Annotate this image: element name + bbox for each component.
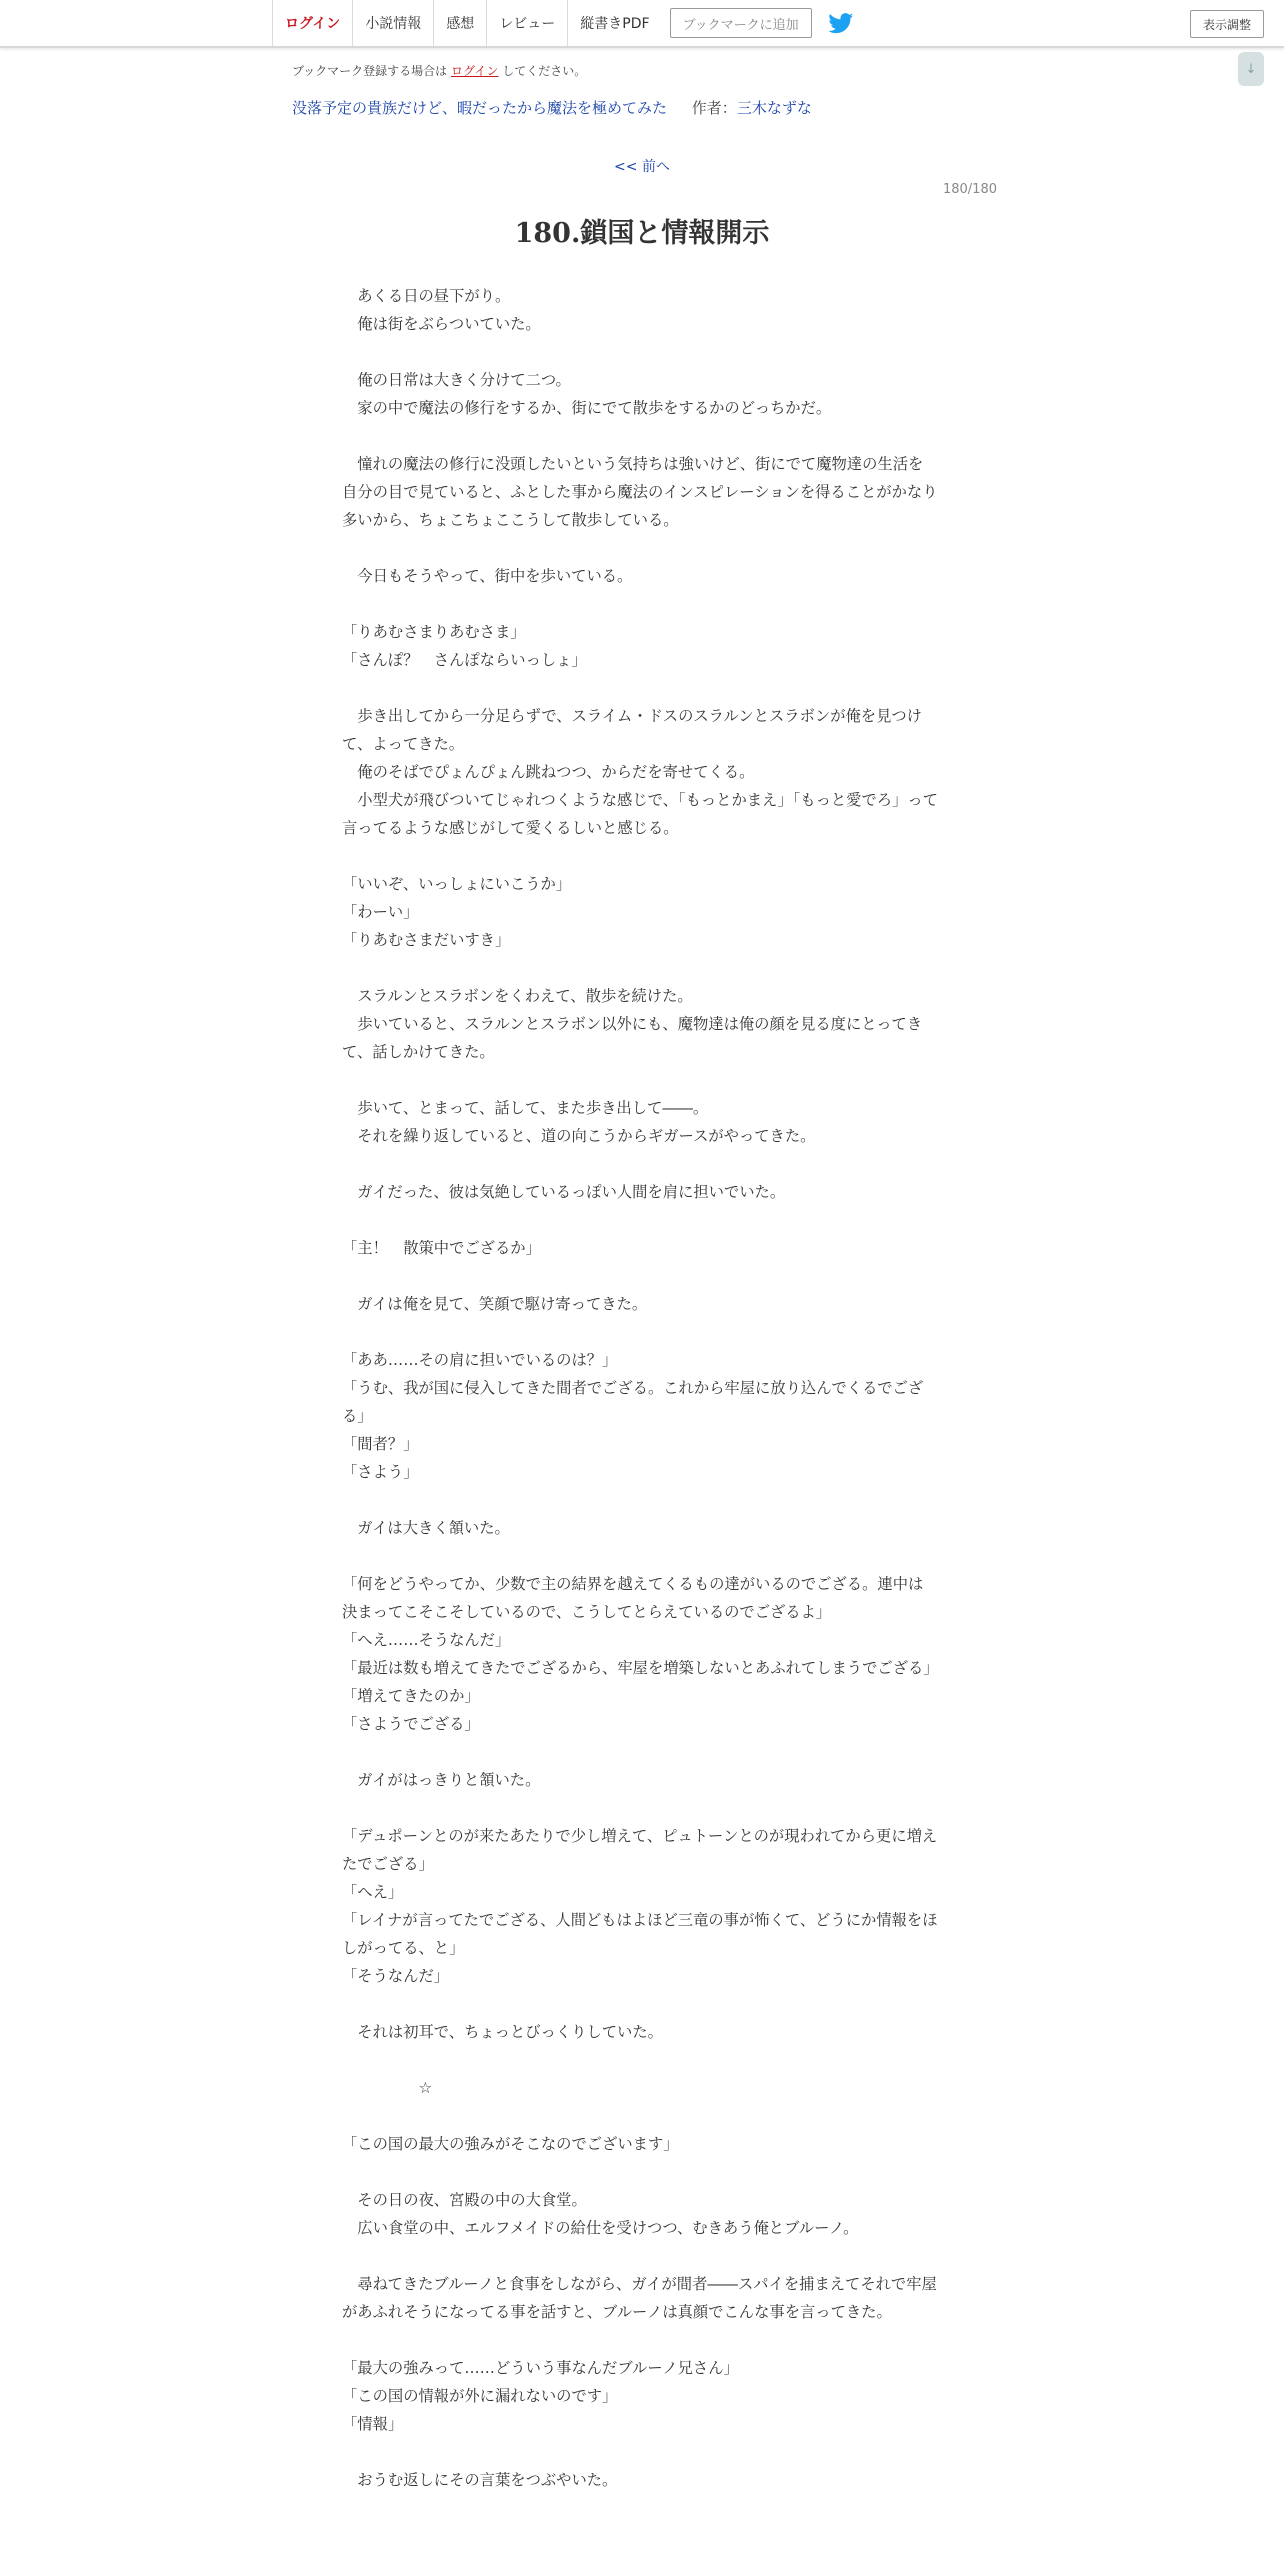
nav-review-link[interactable]: レビュー: [486, 0, 567, 46]
body-text-line: 「最近は数も増えてきたでござるから、牢屋を増築しないとあふれてしまうでござる」: [342, 1659, 939, 1677]
scroll-down-arrow-icon[interactable]: ↓: [1238, 52, 1264, 86]
body-blank-line: [342, 590, 938, 618]
body-blank-line: [342, 1794, 938, 1822]
body-text-line: 「増えてきたのか」: [342, 1687, 480, 1705]
body-text-line: 「わーい」: [342, 903, 419, 921]
body-blank-line: [342, 1066, 938, 1094]
body-blank-line: [342, 2046, 938, 2074]
author-label: 作者：: [691, 99, 737, 117]
body-text-line: 「この国の情報が外に漏れないのです」: [342, 2387, 618, 2405]
body-text-line: 「りあむさまりあむさま」: [342, 623, 526, 641]
body-text-line: 「へえ……そうなんだ」: [342, 1631, 511, 1649]
body-blank-line: [342, 1150, 938, 1178]
body-text-line: 俺のそばでぴょんぴょん跳ねつつ、からだを寄せてくる。: [342, 763, 755, 781]
body-text-line: 「何をどうやってか、少数で主の結界を越えてくるもの達がいるのでござる。連中は決まってこそこそしているので、こうしてとらえているのでござるよ」: [342, 1575, 924, 1621]
body-text-line: 「レイナが言ってたでござる、人間どもはよほど三竜の事が怖くて、どうにか情報をほしがってる、と」: [342, 1911, 938, 1957]
body-text-line: 憧れの魔法の修行に没頭したいという気持ちは強いけど、街にでて魔物達の生活を自分の目で見ていると、ふとした事から魔法のインスピレーションを得ることがかなり多いから、ちょこちょここうして散歩している。: [342, 455, 938, 529]
body-blank-line: [342, 534, 938, 562]
novel-title-line: [292, 97, 812, 118]
body-blank-line: [342, 1262, 938, 1290]
bookmark-notice-login-link[interactable]: ログイン: [451, 64, 499, 78]
bookmark-login-notice: [292, 62, 586, 79]
novel-title-link[interactable]: 没落予定の貴族だけど、暇だったから魔法を極めてみた: [292, 99, 668, 117]
body-text-line: 「へえ」: [342, 1883, 404, 1901]
body-text-line: 「りあむさまだいすき」: [342, 931, 511, 949]
nav-login-link[interactable]: ログイン: [272, 0, 352, 46]
nav-list: [272, 0, 854, 46]
body-text-line: 「最大の強みって……どういう事なんだブルーノ兄さん」: [342, 2359, 739, 2377]
body-text-line: ☆: [342, 2079, 433, 2097]
body-text-line: ガイだった、彼は気絶しているっぽい人間を肩に担いでいた。: [342, 1183, 786, 1201]
body-text-line: 尋ねてきたブルーノと食事をしながら、ガイが間者――スパイを捕まえてそれで牢屋があふれそうになってる事を話すと、ブルーノは真顔でこんな事を言ってきた。: [342, 2275, 937, 2321]
body-text-line: 「主！ 散策中でござるか」: [342, 1239, 541, 1257]
body-blank-line: [342, 2158, 938, 2186]
body-text-line: その日の夜、宮殿の中の大食堂。: [342, 2191, 587, 2209]
body-text-line: 「この国の最大の強みがそこなのでございます」: [342, 2135, 679, 2153]
body-text-line: 「うむ、我が国に侵入してきた間者でござる。これから牢屋に放り込んでくるでござる」: [342, 1379, 924, 1425]
body-text-line: ガイがはっきりと頷いた。: [342, 1771, 541, 1789]
top-nav-bar: [0, 0, 1284, 48]
body-text-line: おうむ返しにその言葉をつぶやいた。: [342, 2471, 618, 2489]
chapter-page-count: 180/180: [942, 182, 997, 197]
body-text-line: 「デュポーンとのが来たあたりで少し増えて、ピュトーンとのが現われてから更に増えたでござる」: [342, 1827, 938, 1873]
body-text-line: 「いいぞ、いっしょにいこうか」: [342, 875, 572, 893]
body-blank-line: [342, 954, 938, 982]
body-blank-line: [342, 842, 938, 870]
body-blank-line: [342, 1738, 938, 1766]
author-name-link[interactable]: 三木なずな: [736, 99, 812, 117]
body-text-line: ガイは俺を見て、笑顔で駆け寄ってきた。: [342, 1295, 648, 1313]
body-text-line: それは初耳で、ちょっとびっくりしていた。: [342, 2023, 663, 2041]
body-blank-line: [342, 422, 938, 450]
nav-novel-info-link[interactable]: 小説情報: [352, 0, 433, 46]
body-blank-line: [342, 1318, 938, 1346]
body-blank-line: [342, 674, 938, 702]
body-text-line: それを繰り返していると、道の向こうからギガースがやってきた。: [342, 1127, 816, 1145]
body-text-line: 広い食堂の中、エルフメイドの給仕を受けつつ、むきあう俺とブルーノ。: [342, 2219, 859, 2237]
chapter-title: 180.鎖国と情報開示: [514, 218, 770, 249]
body-blank-line: [342, 1542, 938, 1570]
body-text-line: あくる日の昼下がり。: [342, 287, 511, 305]
body-text-line: 小型犬が飛びついてじゃれつくような感じで、「もっとかまえ」「もっと愛でろ」って言ってるような感じがして愛くるしいと感じる。: [342, 791, 938, 837]
bookmark-notice-suffix: してください。: [502, 64, 587, 78]
body-text-line: 歩いて、とまって、話して、また歩き出して――。: [342, 1099, 709, 1117]
body-text-line: ガイは大きく頷いた。: [342, 1519, 510, 1537]
display-adjust-button[interactable]: 表示調整: [1190, 10, 1264, 38]
body-blank-line: [342, 1206, 938, 1234]
body-text-line: 俺の日常は大きく分けて二つ。: [342, 371, 571, 389]
body-text-line: スラルンとスラボンをくわえて、散歩を続けた。: [342, 987, 693, 1005]
body-text-line: 「情報」: [342, 2415, 404, 2433]
bookmark-notice-prefix: ブックマーク登録する場合は: [292, 64, 448, 78]
body-blank-line: [342, 2438, 938, 2466]
body-blank-line: [342, 1486, 938, 1514]
body-text-line: 歩いていると、スラルンとスラボン以外にも、魔物達は俺の顔を見る度にとってきて、話しかけてきた。: [342, 1015, 923, 1061]
body-blank-line: [342, 2326, 938, 2354]
nav-impressions-link[interactable]: 感想: [433, 0, 486, 46]
body-text-line: 今日もそうやって、街中を歩いている。: [342, 567, 633, 585]
add-bookmark-button[interactable]: ブックマークに追加: [670, 8, 812, 38]
body-text-line: 「そうなんだ」: [342, 1967, 450, 1985]
body-blank-line: [342, 338, 938, 366]
body-text-line: 歩き出してから一分足らずで、スライム・ドスのスラルンとスラボンが俺を見つけて、よってきた。: [342, 707, 922, 753]
nav-vertical-pdf-link[interactable]: 縦書きPDF: [567, 0, 661, 46]
body-blank-line: [342, 2242, 938, 2270]
chapter-body-text: [342, 282, 938, 2494]
prev-chapter-link[interactable]: << 前へ: [614, 159, 670, 175]
twitter-icon[interactable]: [828, 12, 854, 34]
body-text-line: 「間者？」: [342, 1435, 419, 1453]
body-blank-line: [342, 1990, 938, 2018]
body-text-line: 「さよう」: [342, 1463, 419, 1481]
body-text-line: 「さようでござる」: [342, 1715, 480, 1733]
body-blank-line: [342, 2102, 938, 2130]
body-text-line: 「ああ……その肩に担いでいるのは？」: [342, 1351, 618, 1369]
body-text-line: 「さんぽ？ さんぽならいっしょ」: [342, 651, 587, 669]
body-text-line: 俺は街をぶらついていた。: [342, 315, 541, 333]
body-text-line: 家の中で魔法の修行をするか、街にでて散歩をするかのどっちかだ。: [342, 399, 832, 417]
